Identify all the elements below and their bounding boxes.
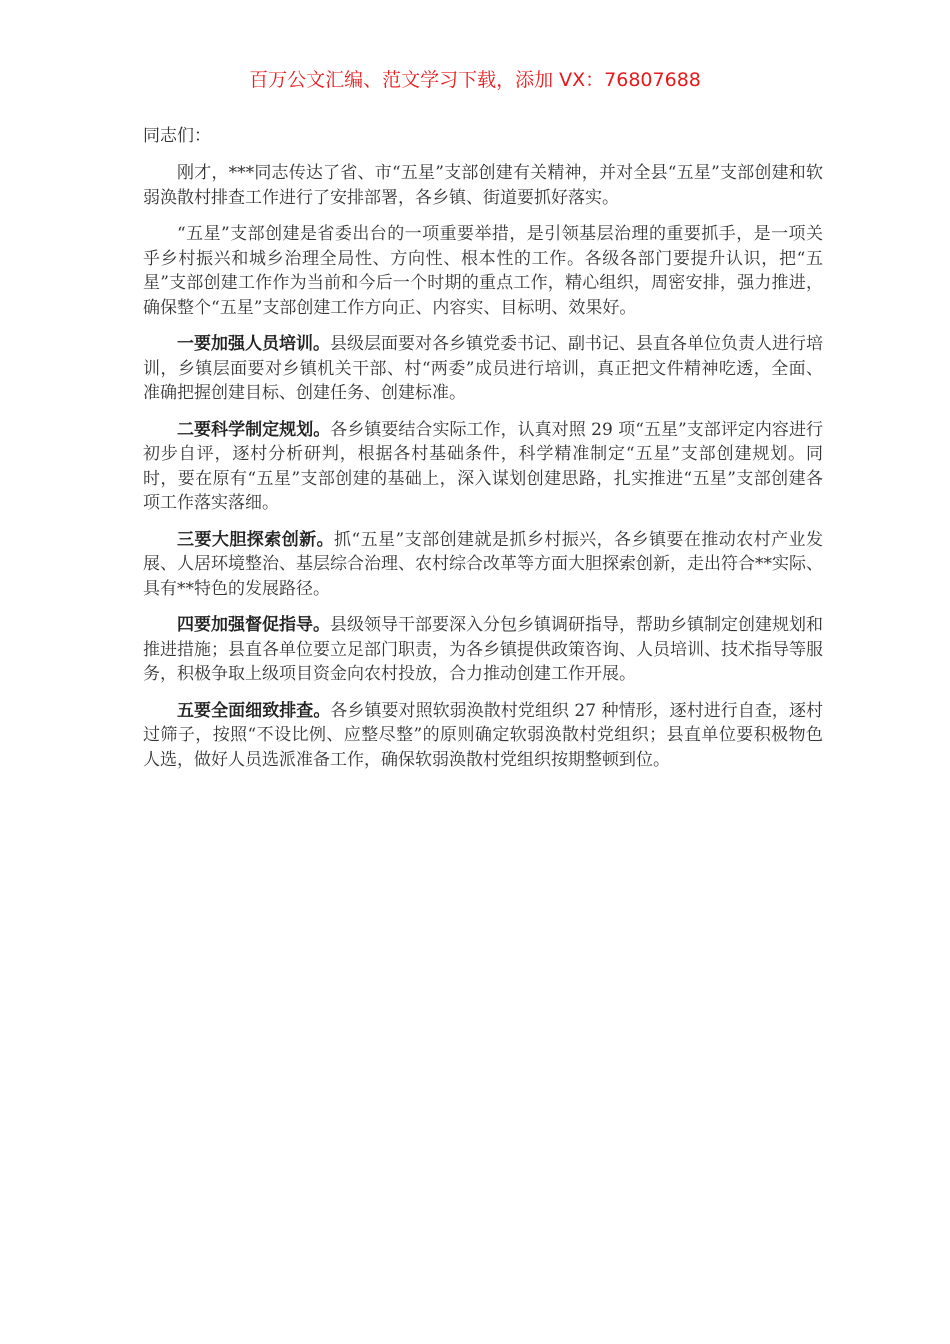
- paragraph-lead: 五要全面细致排查。: [177, 700, 331, 721]
- paragraph-text: 各乡镇要对照软弱涣散村党组织 27 种情形，逐村进行自查，逐村过筛子，按照“不设比例、应整尽整”的原则确定软弱涣散村党组织；县直单位要积极物色人选，做好人员选派准备工作，确保软弱涣散村党组织按期整顿到位。: [143, 700, 823, 770]
- paragraph-text: 抓“五星”支部创建就是抓乡村振兴，各乡镇要在推动农村产业发展、人居环境整治、基层综合治理、农村综合改革等方面大胆探索创新，走出符合**实际、具有**特色的发展路径。: [143, 529, 823, 599]
- paragraph-point-1-training: [143, 332, 823, 406]
- paragraph-lead: 二要科学制定规划。: [177, 419, 331, 440]
- paragraph-point-4-supervision: [143, 613, 823, 687]
- paragraph-text: 县级层面要对各乡镇党委书记、副书记、县直各单位负责人进行培训，乡镇层面要对乡镇机关干部、村“两委”成员进行培训，真正把文件精神吃透，全面、准确把握创建目标、创建任务、创建标准。: [143, 334, 823, 403]
- paragraph-text: 刚才，***同志传达了省、市“五星”支部创建有关精神，并对全县“五星”支部创建和软弱涣散村排查工作进行了安排部署，各乡镇、街道要抓好落实。: [143, 163, 823, 208]
- paragraph-lead: 四要加强督促指导。: [177, 615, 330, 635]
- paragraph-point-2-planning: [143, 418, 823, 516]
- paragraph-lead: 一要加强人员培训。: [177, 334, 330, 354]
- paragraph-five-star-importance: [143, 222, 823, 320]
- paragraph-point-3-innovation: [143, 528, 823, 602]
- paragraph-text: “五星”支部创建是省委出台的一项重要举措，是引领基层治理的重要抓手，是一项关乎乡村振兴和城乡治理全局性、方向性、根本性的工作。各级各部门要提升认识，把“五星”支部创建工作作为当前和今后一个时期的重点工作，精心组织，周密安排，强力推进，确保整个“五星”支部创建工作方向正、内容实、目标明、效果好。: [143, 224, 823, 318]
- promo-banner: 百万公文汇编、范文学习下载，添加 VX：76807688: [249, 69, 701, 91]
- paragraph-text: 各乡镇要结合实际工作，认真对照 29 项“五星”支部评定内容进行初步自评，逐村分析研判，根据各村基础条件，科学精准制定“五星”支部创建规划。同时，要在原有“五星”支部创建的基础上，深入谋划创建思路，扎实推进“五星”支部创建各项工作落实落细。: [143, 419, 823, 513]
- greeting: 同志们：: [143, 126, 211, 146]
- document-body: [143, 124, 823, 784]
- paragraph-text: 县级领导干部要深入分包乡镇调研指导，帮助乡镇制定创建规划和推进措施；县直各单位要立足部门职责，为各乡镇提供政策咨询、人员培训、技术指导等服务，积极争取上级项目资金向农村投放，合力推动创建工作开展。: [143, 615, 823, 684]
- paragraph-point-5-inspection: [143, 699, 823, 773]
- paragraph-intro: [143, 161, 823, 210]
- paragraph-lead: 三要大胆探索创新。: [177, 529, 335, 550]
